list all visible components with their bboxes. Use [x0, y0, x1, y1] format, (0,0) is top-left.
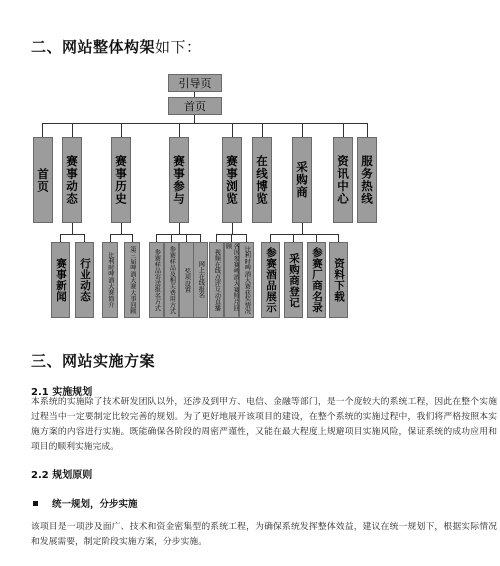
chart-connector [302, 123, 303, 137]
chart-box-l2-liulan-shipin [209, 242, 224, 318]
subsection-2-2-title: 2.2 规划原则 [31, 470, 93, 481]
chart-connector [110, 234, 133, 235]
chart-box-label: 奖项设置 [183, 267, 191, 293]
chart-connector [60, 234, 61, 242]
chart-box-label: 第三届啤酒大赛大事回顾 [128, 245, 136, 315]
chart-box-guide-page [168, 74, 222, 92]
chart-connector [132, 234, 133, 242]
chart-box-l2-saishi-xinwen [51, 242, 70, 318]
chart-box-l2-canyu-jiangxiang [179, 242, 194, 318]
chart-connector [186, 234, 187, 242]
chart-connector [302, 223, 303, 234]
chart-box-l2-lishi-jianjie [102, 242, 118, 318]
chart-box-l2-liulan-zhaopian [224, 242, 239, 318]
chart-connector [194, 115, 195, 123]
chart-box-label: 参赛样品及相关费用方式 [168, 245, 176, 315]
chart-connector [343, 123, 344, 137]
chart-box-label: 赛事新闻 [55, 258, 68, 302]
chart-box-l1-rexian [357, 137, 377, 223]
chart-connector [156, 234, 157, 242]
chart-box-l1-liulan [222, 137, 242, 223]
chart-connector [293, 234, 294, 242]
chart-box-label: 采购商 [295, 161, 310, 199]
chart-connector [200, 234, 201, 242]
chart-box-label: 参赛厂商名录 [311, 247, 324, 313]
chart-box-l1-caigou [292, 137, 312, 223]
chart-box-label: 赛事历史 [114, 155, 129, 205]
chart-box-label: 首页 [184, 100, 206, 113]
chart-box-label: 比利时啤酒大赛获奖情况 [243, 245, 251, 315]
chart-box-label: 参赛样品寄送报名方式 [153, 249, 161, 311]
chart-connector [42, 123, 368, 124]
principle-bullet [33, 496, 138, 510]
chart-connector [72, 123, 73, 137]
chart-box-l2-liulan-huojiang [239, 242, 254, 318]
chart-box-label: 引导页 [178, 77, 212, 90]
chart-connector [72, 223, 73, 234]
section2-heading-main: 二、网站整体构架 [31, 38, 156, 56]
chart-box-label: 网上在线报名 [197, 261, 205, 299]
chart-box-label: 赛事浏览 [225, 155, 240, 205]
chart-box-l2-ziliao-xiazai [329, 242, 348, 318]
square-bullet-icon [33, 501, 38, 506]
chart-box-l1-bolan [252, 137, 272, 223]
chart-connector [110, 234, 111, 242]
chart-connector [270, 234, 339, 235]
section2-heading [31, 36, 202, 57]
chart-box-l1-lishi [111, 137, 131, 223]
chart-connector [42, 123, 43, 137]
chart-box-label: 在线博览 [255, 155, 270, 205]
chart-box-label: 视频在线点评互动直播 [213, 249, 221, 311]
chart-box-label: 行业动态 [79, 258, 92, 302]
chart-box-l2-canyu-jisong [149, 242, 164, 318]
chart-box-l1-dongtai [62, 137, 82, 223]
chart-box-label: 赛事参与 [172, 155, 187, 205]
chart-connector [232, 223, 233, 234]
chart-box-label: 各国参赛啤酒大赛照片回顾 [224, 243, 240, 312]
chart-connector [179, 223, 180, 234]
chart-box-l2-canyu-feiyong [164, 242, 179, 318]
chart-connector [60, 234, 85, 235]
chart-box-l1-canyu [169, 137, 189, 223]
chart-box-l1-zixun [333, 137, 353, 223]
chart-connector [316, 234, 317, 242]
chart-box-label: 参赛酒品展示 [265, 247, 278, 313]
section2-heading-tail: 如下： [155, 38, 202, 56]
chart-connector [216, 234, 217, 242]
chart-box-label: 资讯中心 [336, 155, 351, 205]
chart-box-l1-home [33, 137, 53, 223]
chart-connector [367, 123, 368, 137]
subsection-2-1-text: 本系统的实施除了技术研发团队以外，还涉及到甲方、电信、金融等部门，是一个庞较大的系统工程，因此在整个实施过程当中一定要制定比较完善的规划。为了更好地展开该项目的建设，在整个系统的实施过程中，我们将严格按照本实施方案的内容进行实施。既能确保各阶段的周密严谨性，又能在最大程度上规避项目实施风险，保证系统的成功应用和项目的顺利实施完成。 [31, 397, 497, 452]
chart-box-label: 资料下载 [333, 258, 346, 302]
chart-connector [84, 234, 85, 242]
chart-connector [338, 234, 339, 242]
subsection-2-2-text: 该项目是一项涉及面广、技术和资金密集型的系统工程，为确保系统发挥整体效益，建议在统一规划下，根据实际情况和发展需要，制定阶段实施方案，分步实施。 [31, 522, 497, 547]
chart-connector [262, 123, 263, 137]
section3-heading: 三、网站实施方案 [31, 352, 156, 370]
subsection-2-1-title: 2.1 实施规划 [31, 387, 93, 398]
chart-box-label: 服务热线 [360, 155, 375, 205]
chart-connector [121, 123, 122, 137]
chart-connector [171, 234, 172, 242]
chart-box-label: 首页 [36, 167, 51, 193]
chart-connector [232, 123, 233, 137]
chart-connector [246, 234, 247, 242]
chart-box-label: 赛事动态 [65, 155, 80, 205]
principle-bullet-text: 统一规划，分步实施 [52, 499, 138, 510]
chart-connector [156, 234, 201, 235]
chart-connector [231, 234, 232, 242]
chart-connector [121, 223, 122, 234]
chart-box-label: 采购商登记 [288, 252, 301, 308]
chart-connector [179, 123, 180, 137]
chart-box-l2-jiupin-zhanshi [261, 242, 280, 318]
chart-box-l2-lishi-huigu [124, 242, 140, 318]
chart-box-l2-hangye-dongtai [75, 242, 94, 318]
chart-box-l2-changshang-minglu [307, 242, 326, 318]
chart-connector [270, 234, 271, 242]
chart-box-l2-caigoushang-dengji [284, 242, 303, 318]
chart-box-l2-canyu-baoming [193, 242, 208, 318]
chart-box-label: 比利时啤酒大赛简介 [106, 252, 114, 308]
chart-box-home [168, 97, 222, 115]
